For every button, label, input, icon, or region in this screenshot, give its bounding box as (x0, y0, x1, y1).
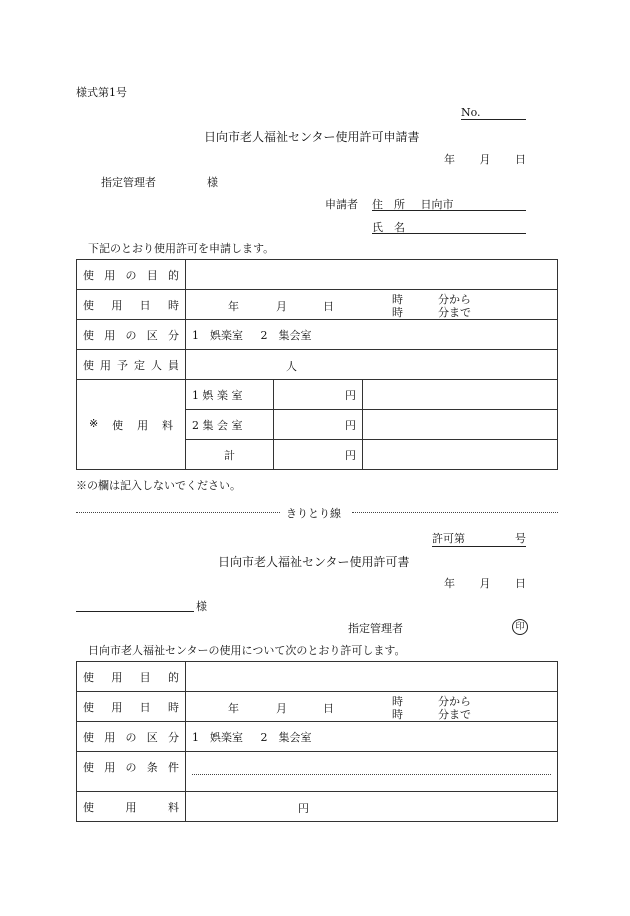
permit-datetime-label: 使 用 日 時 (83, 700, 179, 714)
fee-amount-total[interactable]: 円 (274, 440, 363, 470)
permit-purpose-label: 使 用 目 的 (83, 670, 179, 684)
day-label: 日 (515, 577, 526, 590)
permit-category-options[interactable] (186, 722, 558, 752)
category-options[interactable] (186, 320, 558, 350)
permit-intro: 日向市老人福祉センターの使用について次のとおり許可します。 (88, 644, 406, 657)
permit-issuer: 指定管理者 (348, 622, 403, 635)
address-field[interactable] (372, 196, 526, 211)
permit-number-suffix: 号 (515, 532, 526, 545)
fee-amount-recreation[interactable]: 円 (274, 380, 363, 410)
permit-fee-row (77, 792, 558, 822)
permit-conditions-label: 使 用 の 条 件 (83, 761, 179, 774)
permit-sama: 様 (196, 600, 207, 613)
permit-conditions-input[interactable] (186, 752, 558, 792)
addressee: 指定管理者 (101, 176, 156, 189)
persons-unit: 人 (286, 360, 297, 373)
year-label: 年 (444, 577, 455, 590)
datetime-row (77, 290, 558, 320)
fee-item-meeting: 2 集 会 室 (186, 410, 274, 440)
cut-line-label: きりとり線 (286, 507, 341, 520)
permit-purpose-input[interactable] (186, 662, 558, 692)
permit-datetime-row (77, 692, 558, 722)
year-label: 年 (444, 153, 455, 166)
month-label: 月 (479, 153, 491, 166)
cut-line-right (352, 512, 558, 513)
day-label: 日 (515, 153, 526, 166)
permit-number-prefix: 許可第 (432, 532, 465, 545)
permit-number-field[interactable] (432, 530, 526, 547)
headcount-input[interactable] (186, 350, 558, 380)
permit-category-option-recreation[interactable]: 1 娯楽室 (192, 730, 243, 744)
permit-category-label: 使 用 の 区 分 (83, 730, 179, 744)
permit-recipient-field[interactable] (76, 598, 194, 612)
category-row (77, 320, 558, 350)
category-option-meeting[interactable]: 2 集会室 (260, 328, 312, 342)
category-option-recreation[interactable]: 1 娯楽室 (192, 328, 243, 342)
purpose-row (77, 260, 558, 290)
permit-fee-label: 使 用 料 (83, 800, 179, 814)
permit-purpose-row (77, 662, 558, 692)
permit-datetime-input[interactable]: 年 月 日 時 分から 時 分まで (186, 692, 558, 722)
no-label: No. (461, 106, 481, 119)
application-date[interactable] (444, 151, 526, 167)
fee-item-total: 計 (186, 440, 274, 470)
category-label: 使 用 の 区 分 (83, 328, 179, 342)
headcount-label: 使 用 予 定 人 員 (83, 358, 179, 372)
datetime-input[interactable]: 年 月 日 時 分から 時 分まで (186, 290, 558, 320)
permit-fee-input[interactable] (186, 792, 558, 822)
permit-conditions-row (77, 752, 558, 792)
fee-amount-meeting[interactable]: 円 (274, 410, 363, 440)
application-intro: 下記のとおり使用許可を申請します。 (88, 242, 275, 255)
purpose-input[interactable] (186, 260, 558, 290)
cut-line-left (76, 512, 280, 513)
permit-fee-yen: 円 (298, 802, 309, 815)
address-value: 日向市 (420, 198, 454, 211)
fee-note-meeting[interactable] (363, 410, 558, 440)
conditions-dotted-line (192, 774, 551, 775)
note-text: ※の欄は記入しないでください。 (76, 479, 241, 492)
fee-label: ※ 使 用 料 (89, 416, 173, 432)
address-label: 住 所 (372, 198, 405, 211)
permit-date[interactable] (444, 575, 526, 591)
seal-icon: 印 (512, 619, 528, 635)
sama-label: 様 (207, 176, 218, 189)
datetime-label: 使 用 日 時 (83, 298, 179, 312)
fee-note-recreation[interactable] (363, 380, 558, 410)
name-field[interactable] (372, 219, 526, 234)
purpose-label: 使 用 の 目 的 (83, 268, 179, 282)
applicant-label: 申請者 (325, 198, 358, 211)
permit-category-option-meeting[interactable]: 2 集会室 (260, 730, 312, 744)
name-label: 氏 名 (372, 221, 405, 234)
fee-note-total[interactable] (363, 440, 558, 470)
headcount-row (77, 350, 558, 380)
number-field[interactable] (461, 106, 526, 120)
application-title: 日向市老人福祉センター使用許可申請書 (204, 130, 420, 144)
fee-row-recreation (77, 380, 558, 410)
permit-table (76, 661, 558, 822)
application-table (76, 259, 558, 470)
form-number: 様式第1号 (76, 86, 127, 99)
permit-category-row (77, 722, 558, 752)
permit-title: 日向市老人福祉センター使用許可書 (218, 555, 410, 569)
month-label: 月 (479, 577, 491, 590)
fee-item-recreation: 1 娯 楽 室 (186, 380, 274, 410)
